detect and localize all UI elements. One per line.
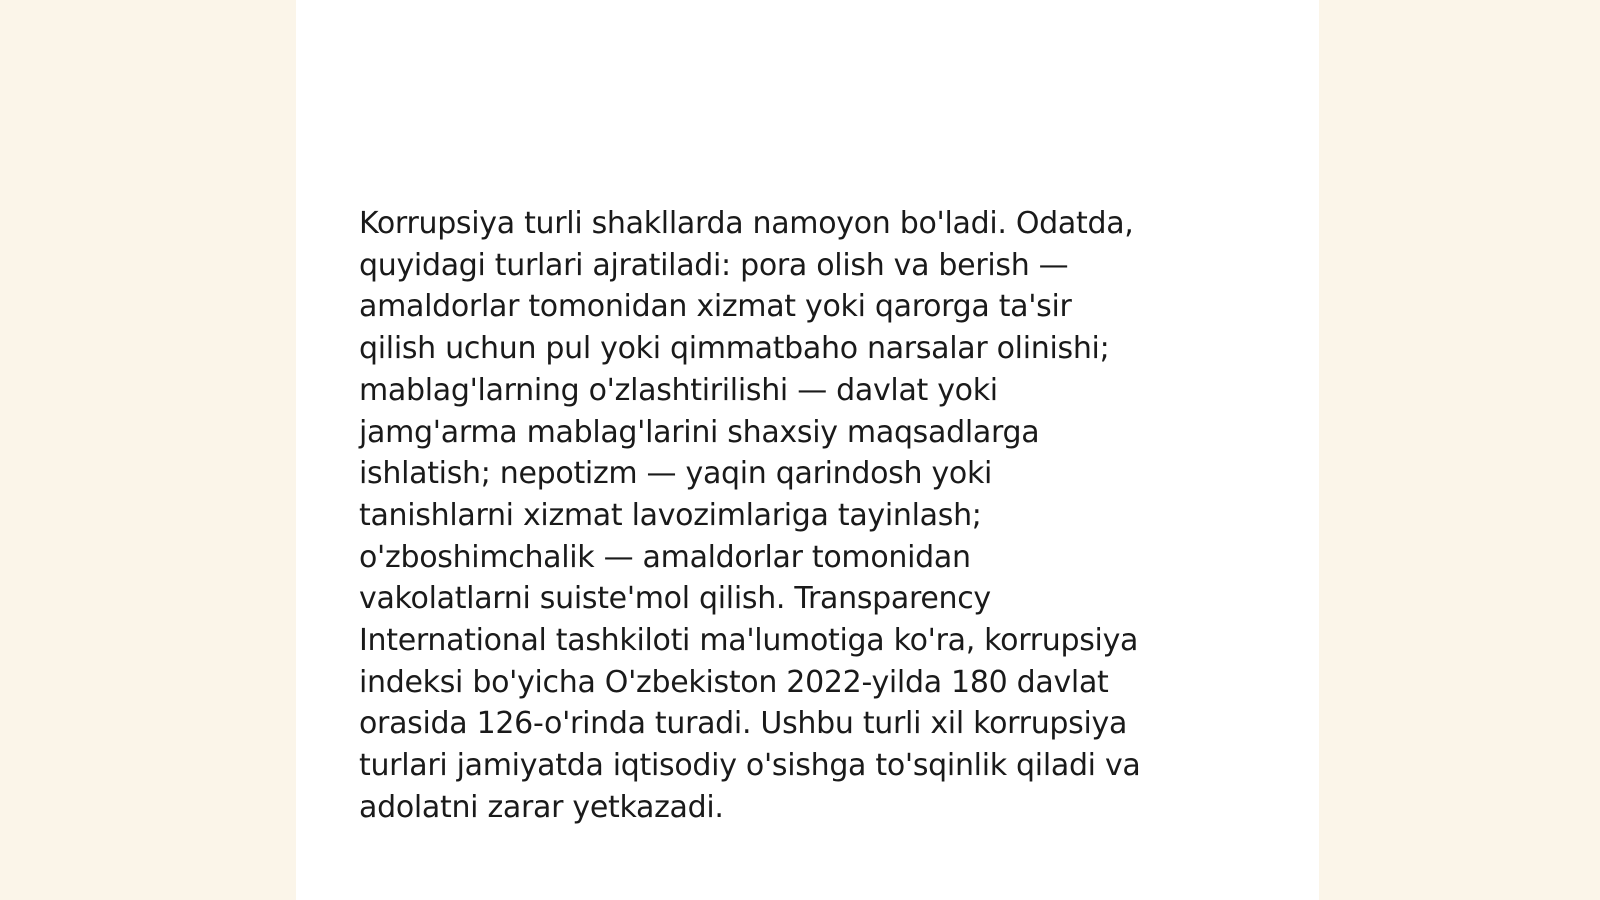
paragraph-line: qilish uchun pul yoki qimmatbaho narsalar olinishi;: [359, 331, 1110, 367]
paragraph-line: International tashkiloti ma'lumotiga ko'ra, korrupsiya: [359, 623, 1139, 659]
paragraph-line: mablag'larning o'zlashtirilishi — davlat yoki: [359, 372, 998, 408]
paragraph-line: Korrupsiya turli shakllarda namoyon bo'ladi. Odatda,: [359, 206, 1134, 241]
paragraph-line: tanishlarni xizmat lavozimlariga tayinlash;: [359, 497, 982, 533]
paragraph-line: amaldorlar tomonidan xizmat yoki qarorga ta'sir: [359, 289, 1072, 325]
paragraph-line: quyidagi turlari ajratiladi: pora olish va berish —: [359, 247, 1069, 283]
body-paragraph: [359, 203, 1239, 829]
paragraph-line: ishlatish; nepotizm — yaqin qarindosh yoki: [359, 456, 993, 492]
document-page: [296, 0, 1319, 900]
paragraph-line: turlari jamiyatda iqtisodiy o'sishga to'sqinlik qiladi va: [359, 748, 1141, 784]
paragraph-line: vakolatlarni suiste'mol qilish. Transparency: [359, 581, 991, 617]
paragraph-line: adolatni zarar yetkazadi.: [359, 789, 724, 825]
paragraph-line: indeksi bo'yicha O'zbekiston 2022-yilda 180 davlat: [359, 664, 1109, 700]
paragraph-line: o'zboshimchalik — amaldorlar tomonidan: [359, 539, 971, 575]
paragraph-line: jamg'arma mablag'larini shaxsiy maqsadlarga: [359, 414, 1040, 450]
paragraph-line: orasida 126-o'rinda turadi. Ushbu turli xil korrupsiya: [359, 706, 1128, 742]
